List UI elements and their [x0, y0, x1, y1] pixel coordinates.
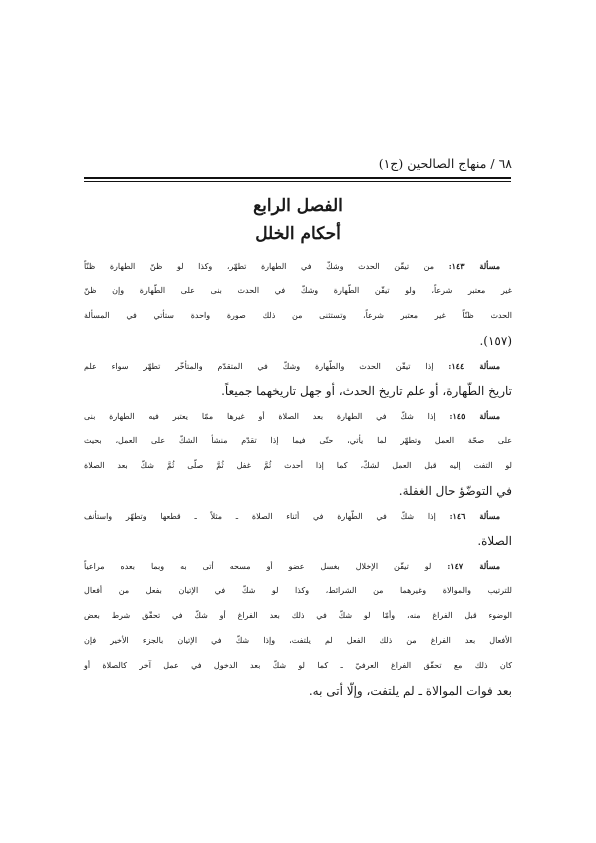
issue-147-line-6: بعد فوات الموالاة ـ لم يلتفت، وإلّا أتى به.: [308, 684, 512, 698]
issue-145-line-1: مسألة ١٤٥: إذا شكّ في الطهارة بعد الصلاة أو غيرها ممّا يعتبر فيه الطهارة بنى: [84, 411, 501, 421]
issue-145-line-3: لو التفت إليه قبل العمل لشكّ، كما إذا أحدث ثُمَّ غفل ثُمَّ صلّى ثُمَّ شكّ بعد الصلاة: [84, 461, 512, 470]
chapter-title: الفصل الرابع: [253, 196, 343, 216]
issue-146-line-2: الصلاة.: [477, 534, 512, 548]
issue-147-line-4: الأفعال بعد الفراغ من ذلك الفعل لم يلتفت، وإذا شكّ في الإتيان بالجزء الأخير فإن: [84, 636, 512, 645]
issue-145-label: مسألة ١٤٥:: [449, 411, 501, 421]
issue-143-label: مسألة ١٤٣:: [448, 261, 501, 271]
issue-143-line-1: مسألة ١٤٣: من تيقّن الحدث وشكّ في الطهارة تطهّر، وكذا لو ظنّ الطهارة ظنّاً: [84, 261, 501, 271]
header-rule-thick: [84, 177, 511, 179]
issue-143-line-3: الحدث ظنّاً غير معتبر شرعاً، وتستثنى من ذلك صورة واحدة ستأتي في المسألة: [84, 311, 512, 320]
issue-147-line-1: مسألة ١٤٧: لو تيقّن الإخلال بغسل عضو أو مسحه أتى به وبما بعده مراعياً: [84, 561, 500, 571]
issue-143-line-2: غير معتبر شرعاً، ولو تيقّن الطّهارة وشكّ في الحدث بنى على الطّهارة وإن ظنّ: [84, 286, 512, 295]
issue-146-line-1: مسألة ١٤٦: إذا شكّ في الطّهارة في أثناء الصلاة ـ مثلاً ـ قطعها وتطهّر واستأنف: [84, 511, 500, 521]
issue-143-line-4: (١٥٧).: [479, 334, 512, 348]
issue-145-line-2: على صحّة العمل وتطهّر لما يأتي، حتّى فيما إذا تقدّم منشأ الشكّ على العمل، بحيث: [84, 436, 512, 445]
issue-147-label: مسألة ١٤٧:: [447, 561, 500, 571]
header-rule-thin: [84, 181, 511, 182]
issue-144-line-1: مسألة ١٤٤: إذا تيقّن الحدث والطّهارة وشكّ في المتقدّم والمتأخّر تطهّر سواء علم: [84, 361, 500, 371]
section-title: أحكام الخلل: [255, 224, 341, 244]
issue-144-label: مسألة ١٤٤:: [448, 361, 500, 371]
issue-147-line-3: الوضوء قبل الفراغ منه، وأمّا لو شكّ في ذلك بعد الفراغ أو شكّ في تحقّق شرط بعض: [84, 611, 512, 620]
issue-147-line-2: للترتيب والموالاة وغيرهما من الشرائط، وكذا لو شكّ في الإتيان بفعل من أفعال: [84, 586, 512, 595]
issue-146-label: مسألة ١٤٦:: [449, 511, 500, 521]
running-header: ٦٨ / منهاج الصالحين (ج١): [378, 156, 512, 171]
issue-144-line-2: تاريخ الطّهارة، أو علم تاريخ الحدث، أو جهل تاريخهما جميعاً.: [221, 384, 512, 398]
issue-147-line-5: كان ذلك مع تحقّق الفراغ العرفيّ ـ كما لو شكّ بعد الدخول في عمل آخر كالصلاة أو: [84, 661, 512, 670]
issue-145-line-4: في التوضّؤ حال الغفلة.: [398, 484, 512, 498]
